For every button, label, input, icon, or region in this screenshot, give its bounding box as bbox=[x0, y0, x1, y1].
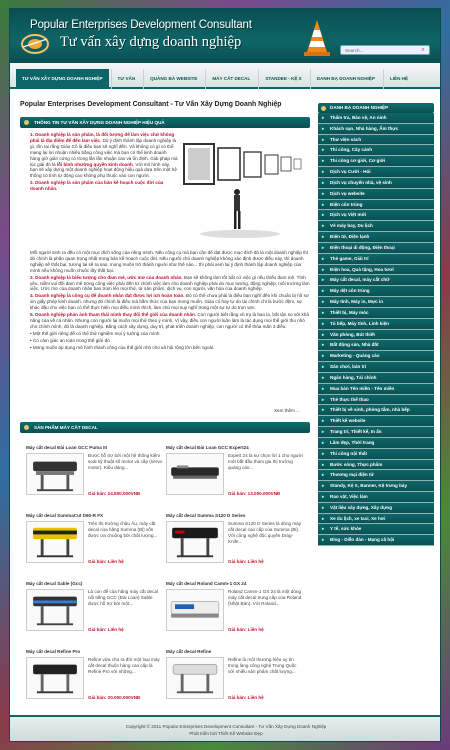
sidebar-item-label: Rao vặt, Việc làm bbox=[330, 493, 368, 499]
arrow-icon: ▸ bbox=[322, 288, 325, 294]
sidebar-item[interactable] bbox=[318, 178, 434, 189]
sidebar-item-label: Bước sóng, Thực phẩm bbox=[330, 461, 383, 467]
product-title[interactable]: Máy cắt decal Refine bbox=[166, 649, 212, 654]
gallery-illustration bbox=[180, 134, 310, 246]
product-price: Giá bán: Liên hệ bbox=[228, 695, 264, 700]
list-item: • Mong muốn áp dụng mô hình thành công của thế giới nhỏ cho xã hội rộng lớn bên ngoài. bbox=[30, 344, 215, 350]
product-description: Roland Camm-1 GX 24 là một dòng máy cắt decal trung cấp của Roland (Nhật Bản). Với Roland... bbox=[228, 589, 302, 606]
sidebar-item[interactable] bbox=[318, 395, 434, 406]
sidebar-item[interactable] bbox=[318, 330, 434, 341]
sidebar-item[interactable] bbox=[318, 189, 434, 200]
sidebar-item[interactable] bbox=[318, 210, 434, 221]
nav-item-consult[interactable]: TƯ VẤN bbox=[111, 69, 142, 89]
product-price: Giá bán: Liên hệ bbox=[228, 627, 264, 632]
product-title[interactable]: Máy cắt decal Summa S120 D Series bbox=[166, 513, 246, 518]
product-price: Giá bán: Liên hệ bbox=[228, 559, 264, 564]
product-price: Giá bán: 24.500.000VNĐ bbox=[88, 491, 141, 496]
point-5-text: Con người biết rằng vũ trụ là bao la, bất tận so với khả năng của về cá nhân. Nhưng con người lại muốn mọi thứ theo ý mình. Vì vậy, điều con người luôn làm là tác dụng mọi thế giới thu nhỏ cho chính mình, đó là doanh nghiệp. Bằng cách xây dựng, duy trì, phát triển doanh nghiệp, con người có thể thỏa mãn 3 điều: bbox=[30, 312, 309, 329]
sidebar-item-label: Standy, Kệ X, Banner, Kệ trưng bày bbox=[330, 483, 408, 489]
sidebar-item-label: Lâm đẹp, Thời trang bbox=[330, 439, 375, 445]
header bbox=[10, 9, 440, 63]
sidebar-item-label: Dịch vụ chuyển nhà, vệ sinh bbox=[330, 179, 392, 185]
plotter-image[interactable] bbox=[166, 453, 224, 495]
sidebar-item[interactable] bbox=[318, 535, 434, 546]
product-title[interactable]: Máy cắt decal Đài Loan GCC Puma III bbox=[26, 445, 107, 450]
sidebar-item-label: Thi công cơ giới, Cơ giới bbox=[330, 158, 386, 164]
nav-item-decal-cutter[interactable]: MÁY CẮT DECAL bbox=[205, 69, 256, 89]
sidebar-item-label: Máy tính, Máy in, Mực in bbox=[330, 299, 384, 305]
list-item: • Có cảm giác an toàn trong thế giới đó bbox=[30, 337, 110, 343]
product-description: Refine vừa cho ra đời một loại máy cắt decal thuộc hàng cao cấp là Refine Pro với những... bbox=[88, 657, 160, 674]
sidebar-item[interactable] bbox=[318, 113, 434, 124]
point-2-text: Mỗi người sinh ra đều có một mục đích sống của riêng mình. Nếu công cụ mà bạn cần để đạt được mục đích đó là một doanh nghiệp thì đó chính là phần quan trọng nhất trong bản kế hoạch cuộc đời. Nếu người chủ doanh nghiệp không xác định được điều này, thì doanh nghiệp sẽ thất bại, tương lai sẽ ra sao, mong muốn trở thành người như thế nào... thì phải xem lại ý định thành lập doanh nghiệp của mình nếu không muốn chuốc lấy thất bại. bbox=[30, 250, 309, 273]
arrow-icon: ▸ bbox=[322, 493, 325, 499]
product-title[interactable]: Máy cắt decal Roland Camm-1 GX 24 bbox=[166, 581, 247, 586]
sidebar-item[interactable] bbox=[318, 232, 434, 243]
sidebar-item-label: Dịch vụ Cưới - Hỏi bbox=[330, 169, 371, 175]
sidebar-heading bbox=[318, 103, 434, 113]
product-title[interactable]: Máy cắt decal Refine Pro bbox=[26, 649, 81, 654]
arrow-icon: ▸ bbox=[322, 255, 325, 261]
arrow-icon: ▸ bbox=[322, 537, 325, 543]
arrow-icon: ▸ bbox=[322, 169, 325, 175]
nav-item-contact[interactable]: LIÊN HỆ bbox=[383, 69, 414, 89]
sidebar-item-label: Dịch vụ website bbox=[330, 190, 365, 196]
sidebar-item[interactable] bbox=[318, 416, 434, 427]
main-content bbox=[20, 95, 310, 719]
product-description: Là con để của hãng máy cắt decal nổi tiếng GCC (Đài Loan) Sable được hỗ trợ bởi một... bbox=[88, 589, 158, 606]
sidebar-item[interactable] bbox=[318, 524, 434, 535]
product-title[interactable]: Máy cắt decal SummaCut D60-R FX bbox=[26, 513, 104, 518]
sidebar-item-label: Sân chơi, bán trí bbox=[330, 364, 367, 370]
sidebar-heading-label: DANH BẠ DOANH NGHIỆP bbox=[330, 105, 389, 110]
arrow-icon: ▸ bbox=[322, 190, 325, 196]
category-list bbox=[318, 113, 434, 546]
sidebar-item-label: Thẻ game, Giải trí bbox=[330, 255, 369, 261]
arrow-icon: ▸ bbox=[322, 472, 325, 478]
copyright-text: Copyright © 2011 Popular Enterprises Development Consultant - Tư Vấn Xây Dựng Doanh Nghiệp bbox=[125, 724, 327, 729]
page-title: Popular Enterprises Development Consultant - Tư Vấn Xây Dựng Doanh Nghiệp bbox=[20, 101, 282, 108]
sidebar-item-label: Máy cắt decal, máy cắt chữ bbox=[330, 277, 390, 283]
footer bbox=[10, 715, 441, 742]
product-card[interactable] bbox=[166, 649, 306, 709]
arrow-icon: ▸ bbox=[322, 429, 325, 435]
sidebar-item[interactable] bbox=[318, 221, 434, 232]
bullet-icon bbox=[321, 106, 326, 111]
arrow-icon: ▸ bbox=[322, 266, 325, 272]
arrow-icon: ▸ bbox=[322, 450, 325, 456]
arrow-icon: ▸ bbox=[322, 353, 325, 359]
arrow-icon: ▸ bbox=[322, 331, 325, 337]
point-2-heading: 2. Doanh nghiệp là sản phẩm của bản kế hoạch cuộc đời của doanh nhân. bbox=[30, 180, 164, 192]
nav-item-website-promo[interactable]: QUẢNG BÁ WEBSITE bbox=[143, 69, 203, 89]
product-price: Giá bán: 20.000.000VNĐ bbox=[88, 695, 141, 700]
sidebar-item-label: Thương mại điện tử bbox=[330, 472, 374, 478]
point-4-heading: 4. Doanh nghiệp là công cụ để doanh nhân đạt được lợi ích hoàn toàn. bbox=[30, 293, 185, 299]
product-card[interactable] bbox=[26, 649, 166, 709]
plotter-image[interactable] bbox=[26, 453, 84, 495]
logo-badge-icon bbox=[20, 33, 50, 55]
sidebar-item-label: Dịch vụ Việt mới bbox=[330, 212, 367, 218]
arrow-icon: ▸ bbox=[322, 407, 325, 413]
sidebar-item[interactable] bbox=[318, 514, 434, 525]
sidebar-item-label: Thiết kế website bbox=[330, 418, 366, 424]
sidebar-item[interactable] bbox=[318, 145, 434, 156]
sidebar-item[interactable] bbox=[318, 460, 434, 471]
sidebar-item-label: Trang trí, Thiết kế, In ấn bbox=[330, 429, 382, 435]
main-nav bbox=[10, 63, 440, 89]
bullet-icon bbox=[24, 120, 29, 125]
product-card[interactable] bbox=[166, 513, 306, 573]
sidebar-item[interactable] bbox=[318, 492, 434, 503]
product-description: Summa S120 D Series là dòng máy cắt decal cao cấp của Summa (Bỉ). Với công nghệ độc quyền Drag-Knife... bbox=[228, 521, 302, 544]
sidebar-item[interactable] bbox=[318, 308, 434, 319]
intro-paragraphs bbox=[30, 250, 310, 352]
sidebar-item[interactable] bbox=[318, 405, 434, 416]
sidebar-item[interactable] bbox=[318, 124, 434, 135]
arrow-icon: ▸ bbox=[322, 515, 325, 521]
product-description: Refine là một thương hiệu uy tín trong làng công nghệ Trung Quốc với nhiều sản phẩm chất lượng... bbox=[228, 657, 297, 674]
point-1-heading: 1. Doanh nghiệp là sản phẩm, là đối tượng để làm việc chứ không phải là địa điểm để đến làm việc. bbox=[30, 132, 175, 143]
sidebar bbox=[318, 95, 434, 546]
sidebar-item-label: Thư viện sách bbox=[330, 136, 362, 142]
traffic-cone-icon bbox=[302, 18, 332, 58]
arrow-icon: ▸ bbox=[322, 234, 325, 240]
arrow-icon: ▸ bbox=[322, 299, 325, 305]
product-card[interactable] bbox=[26, 445, 166, 505]
sidebar-item[interactable] bbox=[318, 427, 434, 438]
arrow-icon: ▸ bbox=[322, 374, 325, 380]
sidebar-item-label: Marketing - Quảng cáo bbox=[330, 353, 380, 359]
bullet-text: Có cảm giác an toàn trong thế giới đó bbox=[32, 337, 110, 343]
plotter-image[interactable] bbox=[166, 589, 224, 631]
point-1-text: Dù ý định thành lập doanh nghiệp là gì, tồn tại rằng Giáo Cô là điều bạn sẽ nghĩ đến. Và không có gì có thể mang lại lợi nhuận nhiều bằng công việc mà bạn có thể kinh doanh hàng giờ giản cứng có trong lần lần nhuận cao và ổn định. Giải pháp mà lúc giải đó là bbox=[30, 137, 178, 167]
sidebar-item[interactable] bbox=[318, 503, 434, 514]
point-5-heading: 5. Doanh nghiệp phản ánh tham thái mình thay đổi thế giới của doanh nhân. bbox=[30, 312, 197, 318]
sidebar-item-label: Khách sạn, Nhà hàng, Ẩm thực bbox=[330, 125, 399, 131]
arrow-icon: ▸ bbox=[322, 223, 325, 229]
sidebar-item-label: Thiết bị về sinh, phòng tắm, nhà bếp bbox=[330, 407, 410, 413]
franchise-highlight: lỗi bình nhường quyền kinh doanh bbox=[56, 161, 133, 167]
arrow-icon: ▸ bbox=[322, 179, 325, 185]
bullet-icon bbox=[24, 425, 29, 430]
arrow-icon: ▸ bbox=[322, 158, 325, 164]
sidebar-item-label: Vé máy bay, Du lịch bbox=[330, 223, 373, 229]
sidebar-item-label: Ngân hàng, Tài chính bbox=[330, 374, 377, 380]
arrow-icon: ▸ bbox=[322, 201, 325, 207]
product-card[interactable] bbox=[26, 513, 166, 573]
arrow-icon: ▸ bbox=[322, 115, 325, 120]
sidebar-item-label: Thi công nội thất bbox=[330, 450, 367, 456]
bullet-text: Một thế giới riêng để có thể thử nghiệm mọi ý tưởng của mình bbox=[32, 330, 160, 336]
sidebar-item-label: Y tế, sức khỏe bbox=[330, 526, 362, 532]
section-header-products bbox=[20, 422, 310, 433]
sidebar-item[interactable] bbox=[318, 286, 434, 297]
nav-item-home[interactable]: TƯ VẤN XÂY DỰNG DOANH NGHIỆP bbox=[16, 69, 109, 89]
sidebar-item[interactable] bbox=[318, 351, 434, 362]
point-3-heading: 3. Doanh nghiệp là biểu tượng cho đam mê, ước mơ của doanh nhân. bbox=[30, 274, 183, 280]
arrow-icon: ▸ bbox=[322, 277, 325, 283]
arrow-icon: ▸ bbox=[322, 147, 325, 153]
arrow-icon: ▸ bbox=[322, 244, 325, 250]
sidebar-item-label: Tủ bếp, Máy tính, Linh kiện bbox=[330, 320, 389, 326]
developer-credit[interactable]: Phát triển bởi Thiết Kế Website Đẹp bbox=[189, 731, 263, 736]
sidebar-item-label: Điện tử, Điện lạnh bbox=[330, 234, 370, 240]
product-title[interactable]: Máy cắt decal Sable (Gcc) bbox=[26, 581, 83, 586]
sidebar-item-label: Thiết bị, Máy móc bbox=[330, 309, 369, 315]
arrow-icon: ▸ bbox=[322, 396, 325, 402]
sidebar-item[interactable] bbox=[318, 340, 434, 351]
sidebar-item-label: Điện côn trùng bbox=[330, 201, 363, 207]
bullet-text: Mong muốn áp dụng mô hình thành công của thế giới nhỏ cho xã hội rộng lớn bên ngoài. bbox=[32, 344, 215, 350]
sidebar-item[interactable] bbox=[318, 362, 434, 373]
sidebar-item-label: Điện hoa, Quà tặng, Hoa tươi bbox=[330, 266, 394, 272]
sidebar-item-label: Thi công, Cây cảnh bbox=[330, 147, 373, 153]
product-card[interactable] bbox=[166, 581, 306, 641]
product-price: Giá bán: 13.000.000VNĐ bbox=[228, 491, 281, 496]
point-4-text: Đó có thể chưa phải là điều bạn nghĩ đến khi chuẩn bị hồ sơ xin giấy phép kinh doanh, nhưng đó chính là điều mà bằm thức của bạn mong muốn. Giàu có hay tự do tài chính chỉ là bước đệm, sự khác đầu cho việc bạn có thể thực hiện mọi điều mình thích, làm chủ mọi suy nghĩ trong một sự tự do trọn vẹn. bbox=[30, 293, 309, 311]
sidebar-item[interactable] bbox=[318, 438, 434, 449]
sidebar-item[interactable] bbox=[318, 449, 434, 460]
sidebar-item-label: Mua bán Tên miền - Tên miền bbox=[330, 385, 395, 391]
product-card[interactable] bbox=[26, 581, 166, 641]
arrow-icon: ▸ bbox=[322, 212, 325, 218]
sidebar-item-label: Văn phòng, Bút thiết bbox=[330, 331, 375, 337]
plotter-image[interactable] bbox=[166, 521, 224, 563]
section-header-intro bbox=[20, 117, 310, 128]
page bbox=[9, 8, 441, 742]
product-description: Được hỗ trợ bởi một hệ thống kiểm soát kỹ thuật số motor và cắp (servo motor). Kiểu dáng... bbox=[88, 453, 163, 470]
sidebar-item[interactable] bbox=[318, 384, 434, 395]
sidebar-item[interactable] bbox=[318, 297, 434, 308]
list-item: • Một thế giới riêng để có thể thử nghiệm mọi ý tưởng của mình bbox=[30, 330, 160, 336]
product-card[interactable] bbox=[166, 445, 306, 505]
sidebar-item-label: Blog - Diễn đàn - Mạng xã hội bbox=[330, 537, 395, 543]
arrow-icon: ▸ bbox=[322, 364, 325, 370]
arrow-icon: ▸ bbox=[322, 136, 325, 142]
sidebar-item[interactable] bbox=[318, 135, 434, 146]
arrow-icon: ▸ bbox=[322, 125, 325, 131]
sidebar-item[interactable] bbox=[318, 481, 434, 492]
sidebar-item-label: Xe du lịch, xe taxi, Xe hơi bbox=[330, 515, 386, 521]
product-description: Trên thị trường châu Âu, máy cắt decal của hãng Summa (Bỉ) vốn được ưa chuộng bởi chất lượng... bbox=[88, 521, 158, 538]
arrow-icon: ▸ bbox=[322, 320, 325, 326]
product-description: Expert 24 là sự chọn lời 1 cho người mới bắt đầu tham gia thị trường quảng cáo... bbox=[228, 453, 303, 470]
nav-item-directory[interactable]: DANH BẠ DOANH NGHIỆP bbox=[310, 69, 381, 89]
product-title[interactable]: Máy cắt decal Đài Loan GCC Expert24 bbox=[166, 445, 249, 450]
intro-paragraph-1 bbox=[30, 132, 178, 193]
sidebar-item[interactable] bbox=[318, 200, 434, 211]
sidebar-item-label: Bất động sản, Nhà đất bbox=[330, 342, 379, 348]
sidebar-item[interactable] bbox=[318, 373, 434, 384]
arrow-icon: ▸ bbox=[322, 342, 325, 348]
arrow-icon: ▸ bbox=[322, 461, 325, 467]
section-title: SẢN PHẨM MÁY CẮT DECAL bbox=[34, 425, 98, 430]
sidebar-item-label: Máy dệt côn trùng bbox=[330, 288, 370, 294]
search-input[interactable]: Search... bbox=[340, 45, 430, 55]
point-3-text: Bạn sẽ không làm tốt bất cứ việc gì nếu thiếu đam mê. Tình yêu, niềm vui đối đam mê trong công việc phải đến từ chính việc làm chủ doanh nghiệp phải do mục tương, động nghiệp, mối trường làm việc. Ước mơ của doanh nhân bao trùm lên mọi thứ, từ sản phẩm, dịch vụ, con người, văn hóa của doanh nghiệp. bbox=[30, 274, 310, 292]
arrow-icon: ▸ bbox=[322, 483, 325, 489]
sidebar-item[interactable] bbox=[318, 319, 434, 330]
intro-article bbox=[20, 132, 310, 422]
sidebar-item-label: Vật liệu xây dựng, Xây dựng bbox=[330, 504, 393, 510]
point-1-end: . Với mô hình này, bạn sẽ xây dựng một doanh nghiệp hoạt động hiệu quả dựa trên một hệ thống có tính tự động cao không phụ thuộc vào con người. bbox=[30, 161, 177, 179]
sidebar-item[interactable] bbox=[318, 167, 434, 178]
sidebar-item[interactable] bbox=[318, 470, 434, 481]
sidebar-item-label: Thẩm tra, Bảo vệ, An ninh bbox=[330, 115, 387, 120]
nav-item-standee[interactable]: STANDEE - KỆ X bbox=[258, 69, 307, 89]
arrow-icon: ▸ bbox=[322, 504, 325, 510]
sidebar-item[interactable] bbox=[318, 243, 434, 254]
sidebar-item-label: Thẻ thực thể thao bbox=[330, 396, 369, 402]
plotter-image[interactable] bbox=[26, 589, 84, 631]
plotter-image[interactable] bbox=[26, 657, 84, 699]
logo-text-vi: Tư vấn xây dựng doanh nghiệp bbox=[60, 34, 242, 50]
sidebar-item-label: Điện thoại di động, Điện thoại bbox=[330, 244, 395, 250]
sidebar-item[interactable] bbox=[318, 275, 434, 286]
arrow-icon: ▸ bbox=[322, 439, 325, 445]
product-grid bbox=[20, 439, 310, 719]
arrow-icon: ▸ bbox=[322, 385, 325, 391]
read-more-link[interactable]: Xem thêm ... bbox=[273, 408, 300, 413]
logo-text-en: Popular Enterprises Development Consultant bbox=[30, 19, 252, 31]
product-price: Giá bán: Liên hệ bbox=[88, 627, 124, 632]
product-price: Giá bán: Liên hệ bbox=[88, 559, 124, 564]
section-title: THÔNG TIN TƯ VẤN XÂY DỰNG DOANH NGHIỆP HIỆU QUẢ bbox=[34, 120, 165, 125]
arrow-icon: ▸ bbox=[322, 418, 325, 424]
arrow-icon: ▸ bbox=[322, 309, 325, 315]
search-icon[interactable]: ⌕ bbox=[421, 47, 425, 53]
sidebar-item[interactable] bbox=[318, 265, 434, 276]
sidebar-item[interactable] bbox=[318, 254, 434, 265]
plotter-image[interactable] bbox=[166, 657, 224, 699]
plotter-image[interactable] bbox=[26, 521, 84, 563]
sidebar-item[interactable] bbox=[318, 156, 434, 167]
arrow-icon: ▸ bbox=[322, 526, 325, 532]
